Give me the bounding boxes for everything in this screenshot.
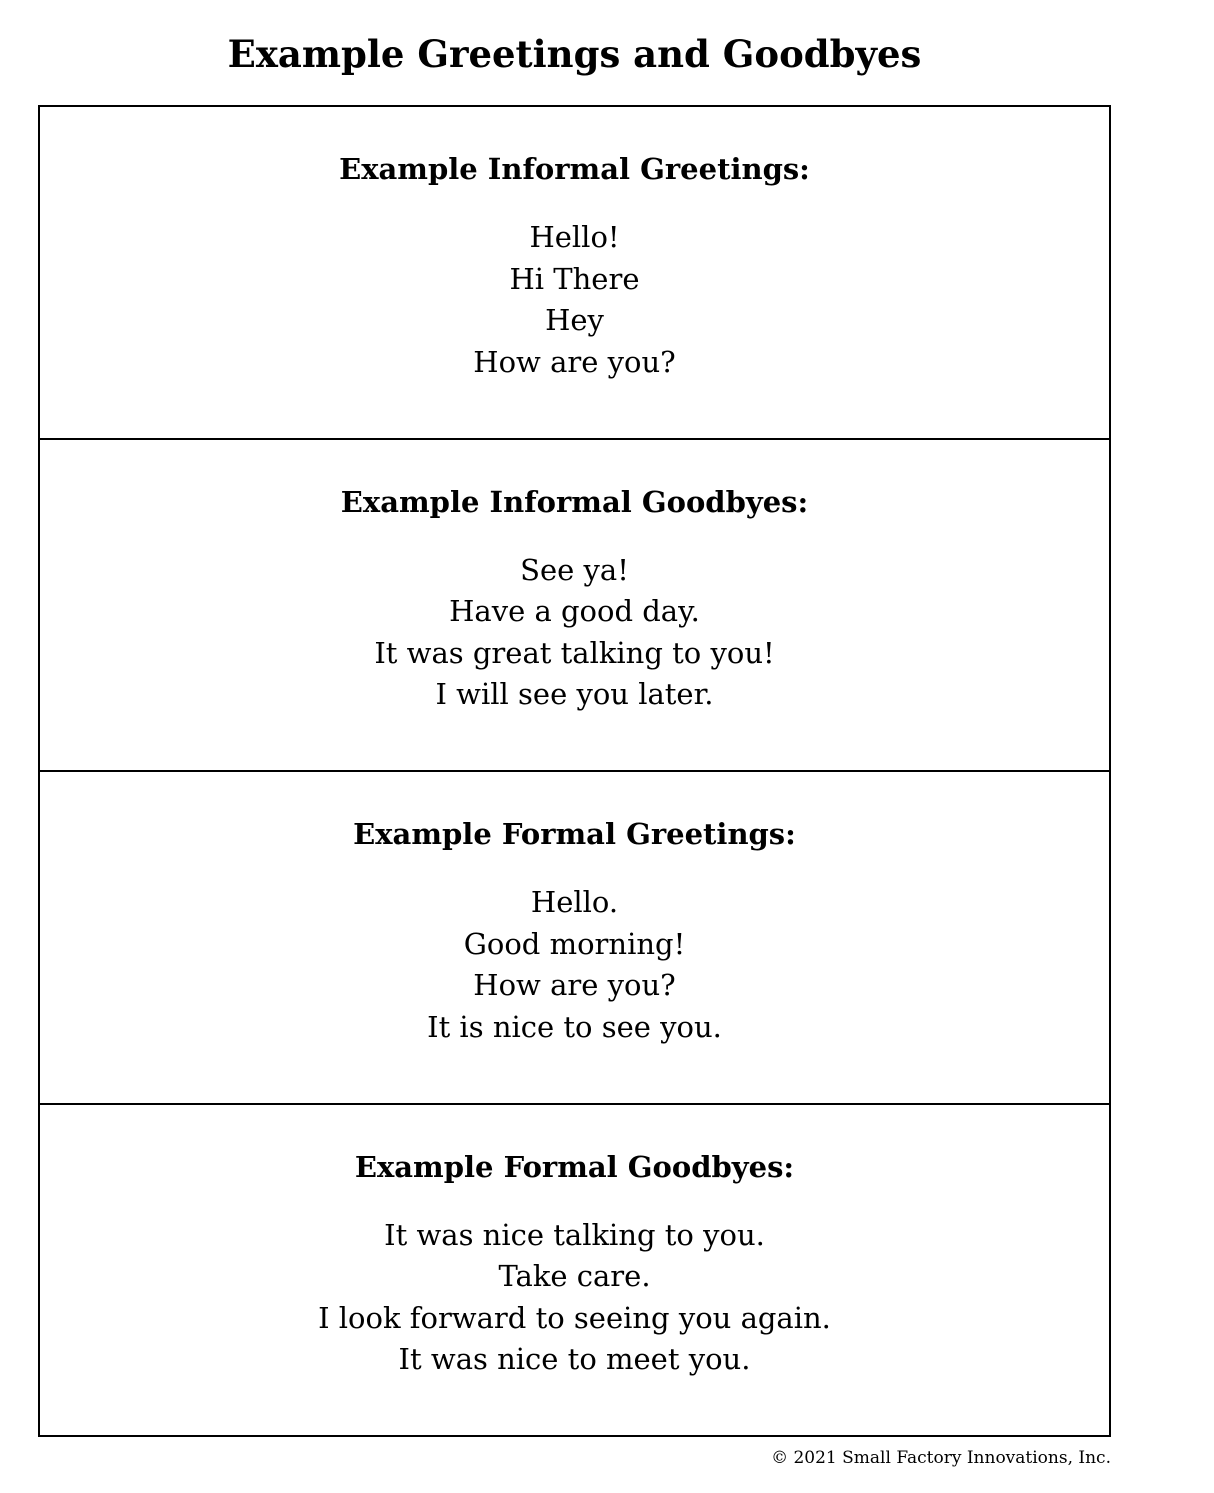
phrase-item: See ya! xyxy=(520,552,629,587)
phrase-list xyxy=(40,217,1109,383)
phrase-list xyxy=(40,1215,1109,1381)
section-heading: Example Formal Greetings: xyxy=(353,817,796,851)
phrase-item: Hey xyxy=(545,303,604,338)
phrase-table xyxy=(38,105,1111,1437)
phrase-item: It was great talking to you! xyxy=(374,635,775,670)
phrase-list xyxy=(40,550,1109,716)
phrase-item: It is nice to see you. xyxy=(427,1009,722,1044)
phrase-item: Hello. xyxy=(530,885,619,919)
phrase-item: I will see you later. xyxy=(435,677,714,712)
phrase-item: I look forward to seeing you again. xyxy=(318,1300,831,1335)
page-title: Example Greetings and Goodbyes xyxy=(227,32,922,76)
phrase-item: How are you? xyxy=(473,344,676,379)
phrase-item: Hi There xyxy=(509,261,640,296)
phrase-item: It was nice talking to you. xyxy=(384,1217,765,1252)
phrase-item: Good morning! xyxy=(463,926,686,961)
phrase-item: Have a good day. xyxy=(449,594,700,629)
section-heading: Example Informal Goodbyes: xyxy=(340,484,809,519)
phrase-item: It was nice to meet you. xyxy=(398,1342,751,1377)
section-informal-greetings xyxy=(40,107,1109,440)
section-heading: Example Informal Greetings: xyxy=(339,152,810,186)
phrase-item: Take care. xyxy=(498,1259,651,1294)
phrase-list xyxy=(40,882,1109,1048)
copyright-notice: © 2021 Small Factory Innovations, Inc. xyxy=(771,1448,1111,1468)
section-heading: Example Formal Goodbyes: xyxy=(354,1149,795,1184)
section-formal-goodbyes xyxy=(40,1105,1109,1436)
phrase-item: Hello! xyxy=(529,220,620,254)
phrase-item: How are you? xyxy=(473,968,676,1003)
section-informal-goodbyes xyxy=(40,440,1109,773)
section-formal-greetings xyxy=(40,772,1109,1105)
